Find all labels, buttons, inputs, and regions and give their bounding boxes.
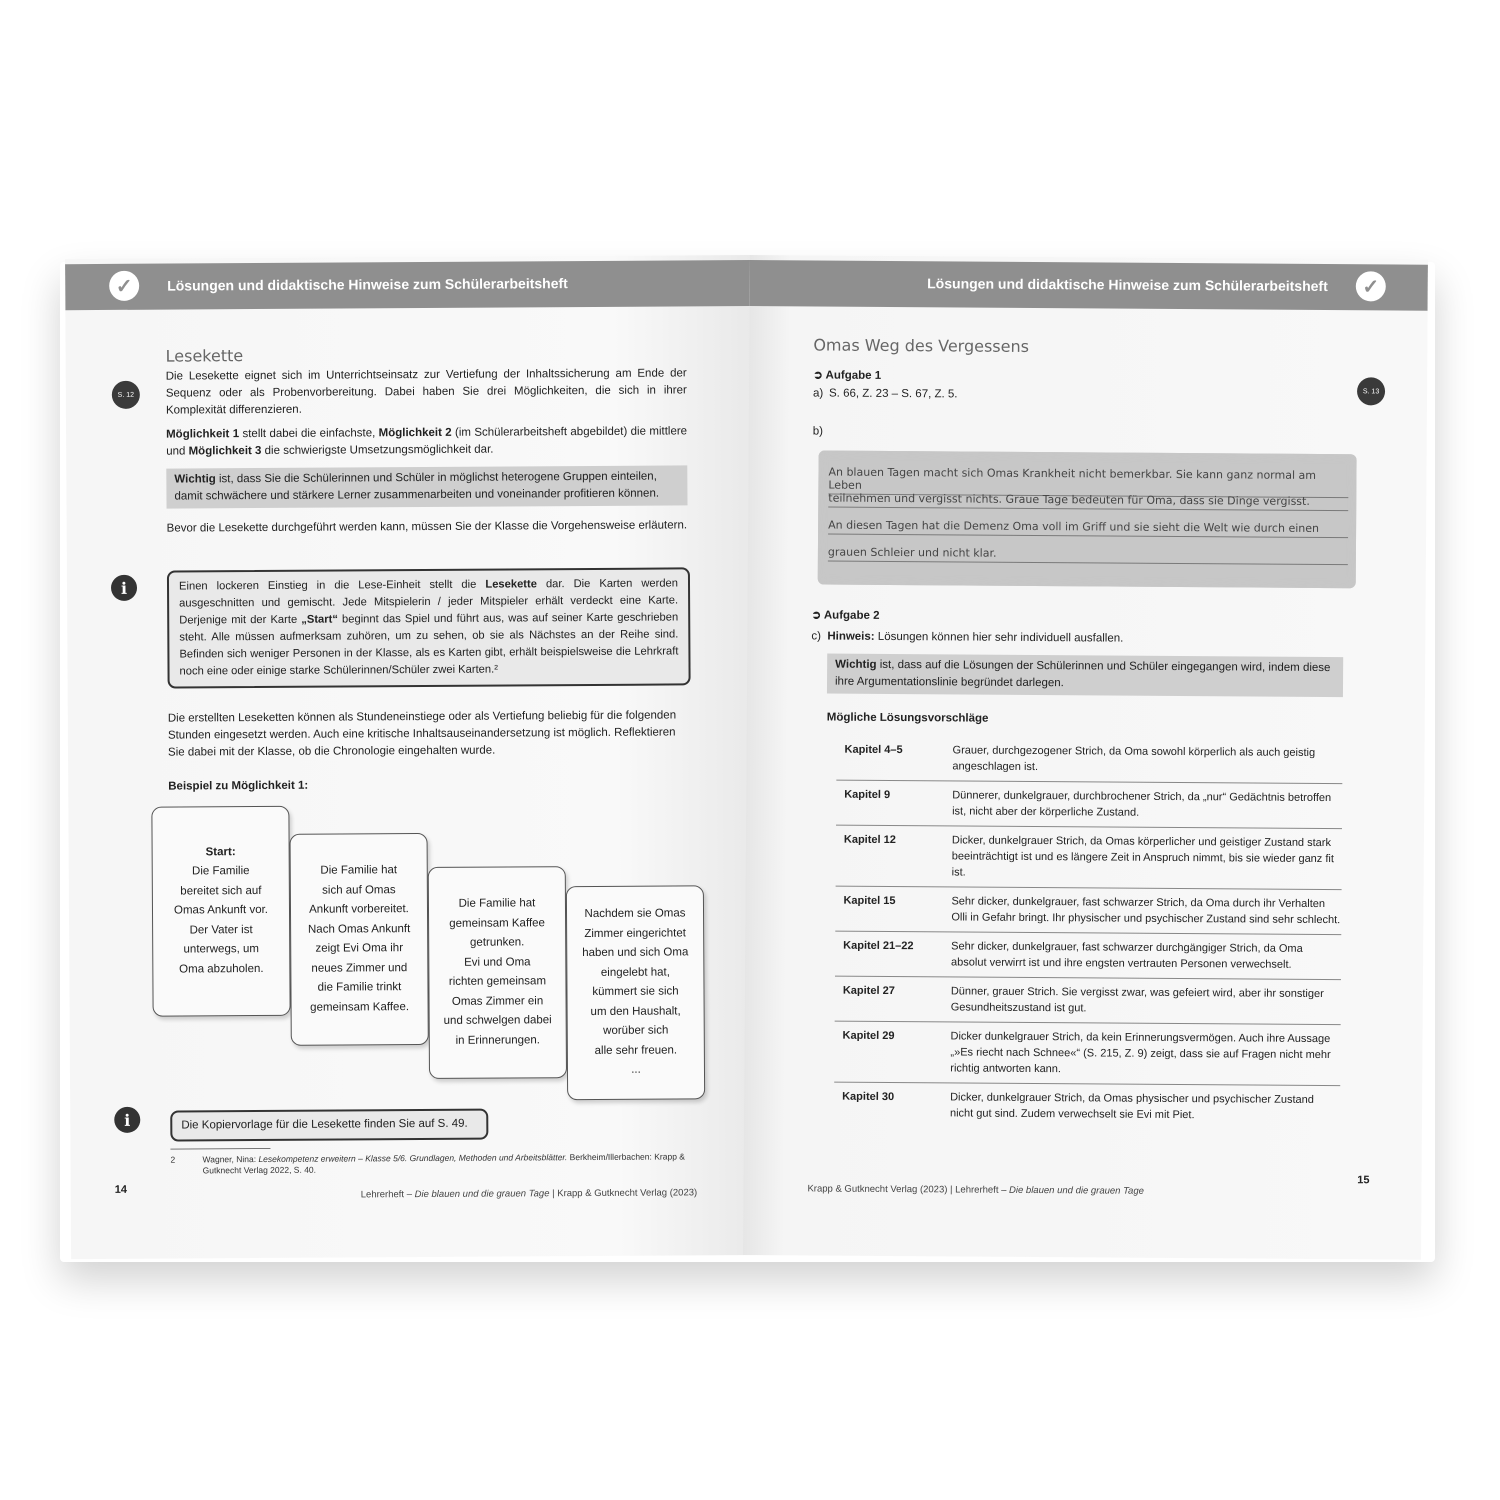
page-number: 15 xyxy=(1357,1174,1370,1187)
task-b-label: b) xyxy=(812,425,824,438)
row-description: Sehr dicker, dunkelgrauer, fast schwarzer durchgängiger Strich, da Oma absolut verwirrt ist und ihre engsten vertrauten Personen verwechselt. xyxy=(951,940,1303,971)
table-row xyxy=(836,826,1342,891)
left-header-title: Lösungen und didaktische Hinweise zum Schülerarbeitsheft xyxy=(167,275,568,294)
table-row xyxy=(835,887,1341,936)
card-line: um den Haushalt, xyxy=(590,1005,681,1018)
usage-paragraph: Die erstellten Leseketten können als Stundeneinstiege oder als Vertiefung beliebig für die folgenden Stunden eingesetzt werden. Auch eine kritische Inhaltsauseinandersetzung ist möglich. Reflektieren Sie dabei mit der Klasse, ob die Chronologie eingehalten wurde. xyxy=(167,709,677,759)
task-c-text: Hinweis: Lösungen können hier sehr individuell ausfallen. xyxy=(827,630,1124,645)
card-line: neues Zimmer und xyxy=(311,961,408,975)
example-label: Beispiel zu Möglichkeit 1: xyxy=(168,779,309,793)
card-line: Omas Ankunft vor. xyxy=(173,904,269,917)
task-a-label: a) xyxy=(812,387,824,400)
page-footer: Krapp & Gutknecht Verlag (2023) | Lehrerheft – Die blauen und die grauen Tage xyxy=(807,1183,1144,1197)
row-chapter: Kapitel 9 xyxy=(844,788,891,801)
footnote-number: 2 xyxy=(170,1154,176,1165)
handwritten-line: An blauen Tagen macht sich Omas Krankheit nicht bemerkbar. Sie kann ganz normal am Leben xyxy=(828,466,1348,499)
card-line: Oma abzuholen. xyxy=(179,962,264,976)
card-line: eingelebt hat, xyxy=(600,966,670,979)
lesekette-card-3[interactable] xyxy=(428,866,567,1079)
card-line: Nach Omas Ankunft xyxy=(307,922,411,936)
row-chapter: Kapitel 29 xyxy=(842,1029,895,1043)
card-line: Evi und Oma xyxy=(464,955,531,969)
card-title: Start: xyxy=(205,845,236,859)
card-line: sich auf Omas xyxy=(322,883,396,897)
card-line: Die Familie hat xyxy=(458,897,536,910)
task-c-label: c) xyxy=(811,630,821,643)
card-line: die Familie trinkt xyxy=(317,981,402,994)
table-row xyxy=(834,1022,1340,1087)
row-chapter: Kapitel 30 xyxy=(842,1090,895,1104)
intro-paragraph: Die Lesekette eignet sich im Unterrichtseinsatz zur Vertiefung der Inhaltssicherung am Ende der Sequenz oder als Probenvorbereitung. Dabei haben Sie drei Möglichkeiten, die sich in ihrer Komplexität differenzieren. xyxy=(165,367,687,417)
row-chapter: Kapitel 4–5 xyxy=(844,743,903,757)
copy-template-note: Die Kopiervorlage für die Lesekette finden Sie auf S. 49. xyxy=(170,1109,488,1142)
arrow-icon: ➲ xyxy=(811,609,824,622)
card-line: zeigt Evi Oma ihr xyxy=(315,942,404,955)
row-description: Dicker, dunkelgrauer Strich, da Omas physischer und psychischer Zustand nicht gut sind. Zudem verwechselt sie Evi mit Piet. xyxy=(949,1091,1314,1122)
aufgabe-1-heading xyxy=(813,367,881,381)
info-box-lesekette: Einen lockeren Einstieg in die Lese-Einheit stellt die Lesekette dar. Die Karten werden ausgeschnitten und gemischt. Jede Mitspielerin / jeder Mitspieler erhält verdeckt eine Karte. Derjenige mit der Karte „Start“ beginnt das Spiel und führt aus, was auf seiner Karte geschrieben steht. Alle müssen aufmerksam zuhören, um zu sehen, ob sie als Nächstes an der Reihe sind. Befinden sich weniger Personen in der Klasse, als es Karten gibt, erhält beispielsweise die Lehrkraft noch eine oder einige starke Schülerinnen/Schüler zwei Karten.² xyxy=(167,567,691,688)
card-line: und schwelgen dabei xyxy=(443,1014,552,1027)
before-paragraph: Bevor die Lesekette durchgeführt werden kann, müssen Sie der Klasse die Vorgehensweise erläutern. xyxy=(166,519,688,535)
card-line: gemeinsam Kaffee. xyxy=(310,1000,410,1014)
page-number: 14 xyxy=(114,1183,127,1196)
checkmark-icon: ✓ xyxy=(109,271,139,301)
arrow-icon: ➲ xyxy=(813,369,826,382)
row-description: Sehr dicker, dunkelgrauer, fast schwarzer Strich, da Oma durch ihr Verhalten Olli in Gefahr bringt. Ihr physischer und psychischer Zustand sind sehr schlecht. xyxy=(951,895,1341,927)
right-page xyxy=(743,255,1428,1260)
card-line: unterwegs, um xyxy=(183,943,259,956)
card-line: Zimmer eingerichtet xyxy=(584,927,686,940)
aufgabe-1-label: Aufgabe 1 xyxy=(825,369,882,382)
card-line: Ankunft vorbereitet. xyxy=(309,903,409,916)
page-ref-badge: S. 12 xyxy=(112,381,140,409)
section-title-omas-weg: Omas Weg des Vergessens xyxy=(813,335,1030,356)
row-description: Dicker, dunkelgrauer Strich, da Omas körperlicher und geistiger Zustand stark beeinträchtigt ist und es längere Zeit in Anspruch nimmt, bis sie wieder ganz fit ist. xyxy=(951,834,1334,879)
row-chapter: Kapitel 27 xyxy=(842,984,895,998)
left-page xyxy=(65,255,757,1259)
handwritten-line: An diesen Tagen hat die Demenz Oma voll im Griff und sie sieht die Welt wie durch einen xyxy=(828,519,1348,539)
row-chapter: Kapitel 12 xyxy=(843,833,896,847)
lesekette-card-4[interactable] xyxy=(566,885,705,1100)
card-line: alle sehr freuen. xyxy=(594,1044,678,1057)
card-line: Nachdem sie Omas xyxy=(584,907,686,921)
right-header-title: Lösungen und didaktische Hinweise zum Schülerarbeitsheft xyxy=(927,275,1328,295)
section-title-lesekette: Lesekette xyxy=(165,346,244,366)
task-a-text: S. 66, Z. 23 – S. 67, Z. 5. xyxy=(828,387,958,401)
aufgabe-2-heading xyxy=(811,607,879,621)
table-row xyxy=(834,1083,1340,1131)
info-icon: i xyxy=(114,1107,140,1133)
card-line: worüber sich xyxy=(603,1024,669,1038)
card-line: Der Vater ist xyxy=(189,923,253,937)
solutions-label: Mögliche Lösungsvorschläge xyxy=(826,711,989,725)
card-line: bereitet sich auf xyxy=(180,884,262,898)
table-row xyxy=(836,781,1342,830)
footnote-text: Wagner, Nina: Lesekompetenz erweitern – Klasse 5/6. Grundlagen, Methoden und Arbeitsblätter. Berkheim/Illerbachen: Krapp & Gutknecht Verlag 2022, S. 40. xyxy=(202,1151,685,1176)
card-line: Die Familie xyxy=(191,865,250,878)
lesekette-card-1[interactable] xyxy=(151,806,290,1017)
options-paragraph: Möglichkeit 1 stellt dabei die einfachste, Möglichkeit 2 (im Schülerarbeitsheft abgebildet) die mittlere und Möglichkeit 3 die schwierigste Umsetzungsmöglichkeit dar. xyxy=(166,425,688,458)
card-line: richten gemeinsam xyxy=(448,975,547,988)
card-line: in Erinnerungen. xyxy=(455,1033,541,1047)
page-ref-badge: S. 13 xyxy=(1357,377,1385,405)
card-line: Die Familie hat xyxy=(320,864,398,877)
handwritten-line: teilnehmen und vergisst nichts. Graue Tage bedeuten für Oma, dass sie Dinge vergisst. xyxy=(828,492,1348,512)
table-row xyxy=(835,932,1341,981)
card-line: kümmert sie sich xyxy=(592,985,679,999)
row-description: Dicker dunkelgrauer Strich, da kein Erinnerungsvermögen. Auch ihre Aussage „»Es riecht nach Schnee«“ (S. 215, Z. 9) zeigt, dass sie auf Fragen nicht mehr richtig antworten kann. xyxy=(950,1030,1331,1076)
handwritten-line: grauen Schleier und nicht klar. xyxy=(828,546,1348,566)
card-line: Omas Zimmer ein xyxy=(451,994,544,1008)
card-line: gemeinsam Kaffee xyxy=(449,916,545,930)
footnote-rule xyxy=(170,1148,270,1150)
table-row xyxy=(835,977,1341,1026)
card-line: getrunken. xyxy=(469,936,525,949)
solutions-table xyxy=(834,736,1343,1131)
table-row xyxy=(836,736,1342,785)
lesekette-card-2[interactable] xyxy=(290,833,429,1046)
left-header-bar xyxy=(65,260,751,310)
info-icon: i xyxy=(111,575,137,601)
row-description: Dünner, grauer Strich. Sie vergisst zwar, was gefeiert wird, aber ihr sonstiger Gesundheitszustand ist gut. xyxy=(950,985,1324,1015)
important-highlight: Wichtig ist, dass Sie die Schülerinnen und Schüler in möglichst heterogene Gruppen einteilen, damit schwächere und stärkere Lerner zusammenarbeiten und voneinander profitieren können. xyxy=(166,465,687,508)
checkmark-icon: ✓ xyxy=(1356,271,1386,301)
aufgabe-2-label: Aufgabe 2 xyxy=(823,609,880,622)
card-line: haben und sich Oma xyxy=(582,946,689,960)
important-highlight: Wichtig ist, dass auf die Lösungen der Schülerinnen und Schüler eingegangen wird, indem diese ihre Argumentationslinie begründet darlegen. xyxy=(827,654,1343,698)
right-header-bar xyxy=(750,260,1428,311)
row-description: Grauer, durchgezogener Strich, da Oma sowohl körperlich als auch geistig angeschlagen ist. xyxy=(952,744,1316,774)
card-line: ... xyxy=(631,1063,641,1076)
row-chapter: Kapitel 21–22 xyxy=(843,939,914,953)
page-footer: Lehrerheft – Die blauen und die grauen Tage | Krapp & Gutknecht Verlag (2023) xyxy=(360,1187,698,1201)
row-chapter: Kapitel 15 xyxy=(843,894,896,908)
row-description: Dünnerer, dunkelgrauer, durchbrochener Strich, da „nur“ Gedächtnis betroffen ist, nicht aber der körperliche Zustand. xyxy=(952,789,1332,819)
